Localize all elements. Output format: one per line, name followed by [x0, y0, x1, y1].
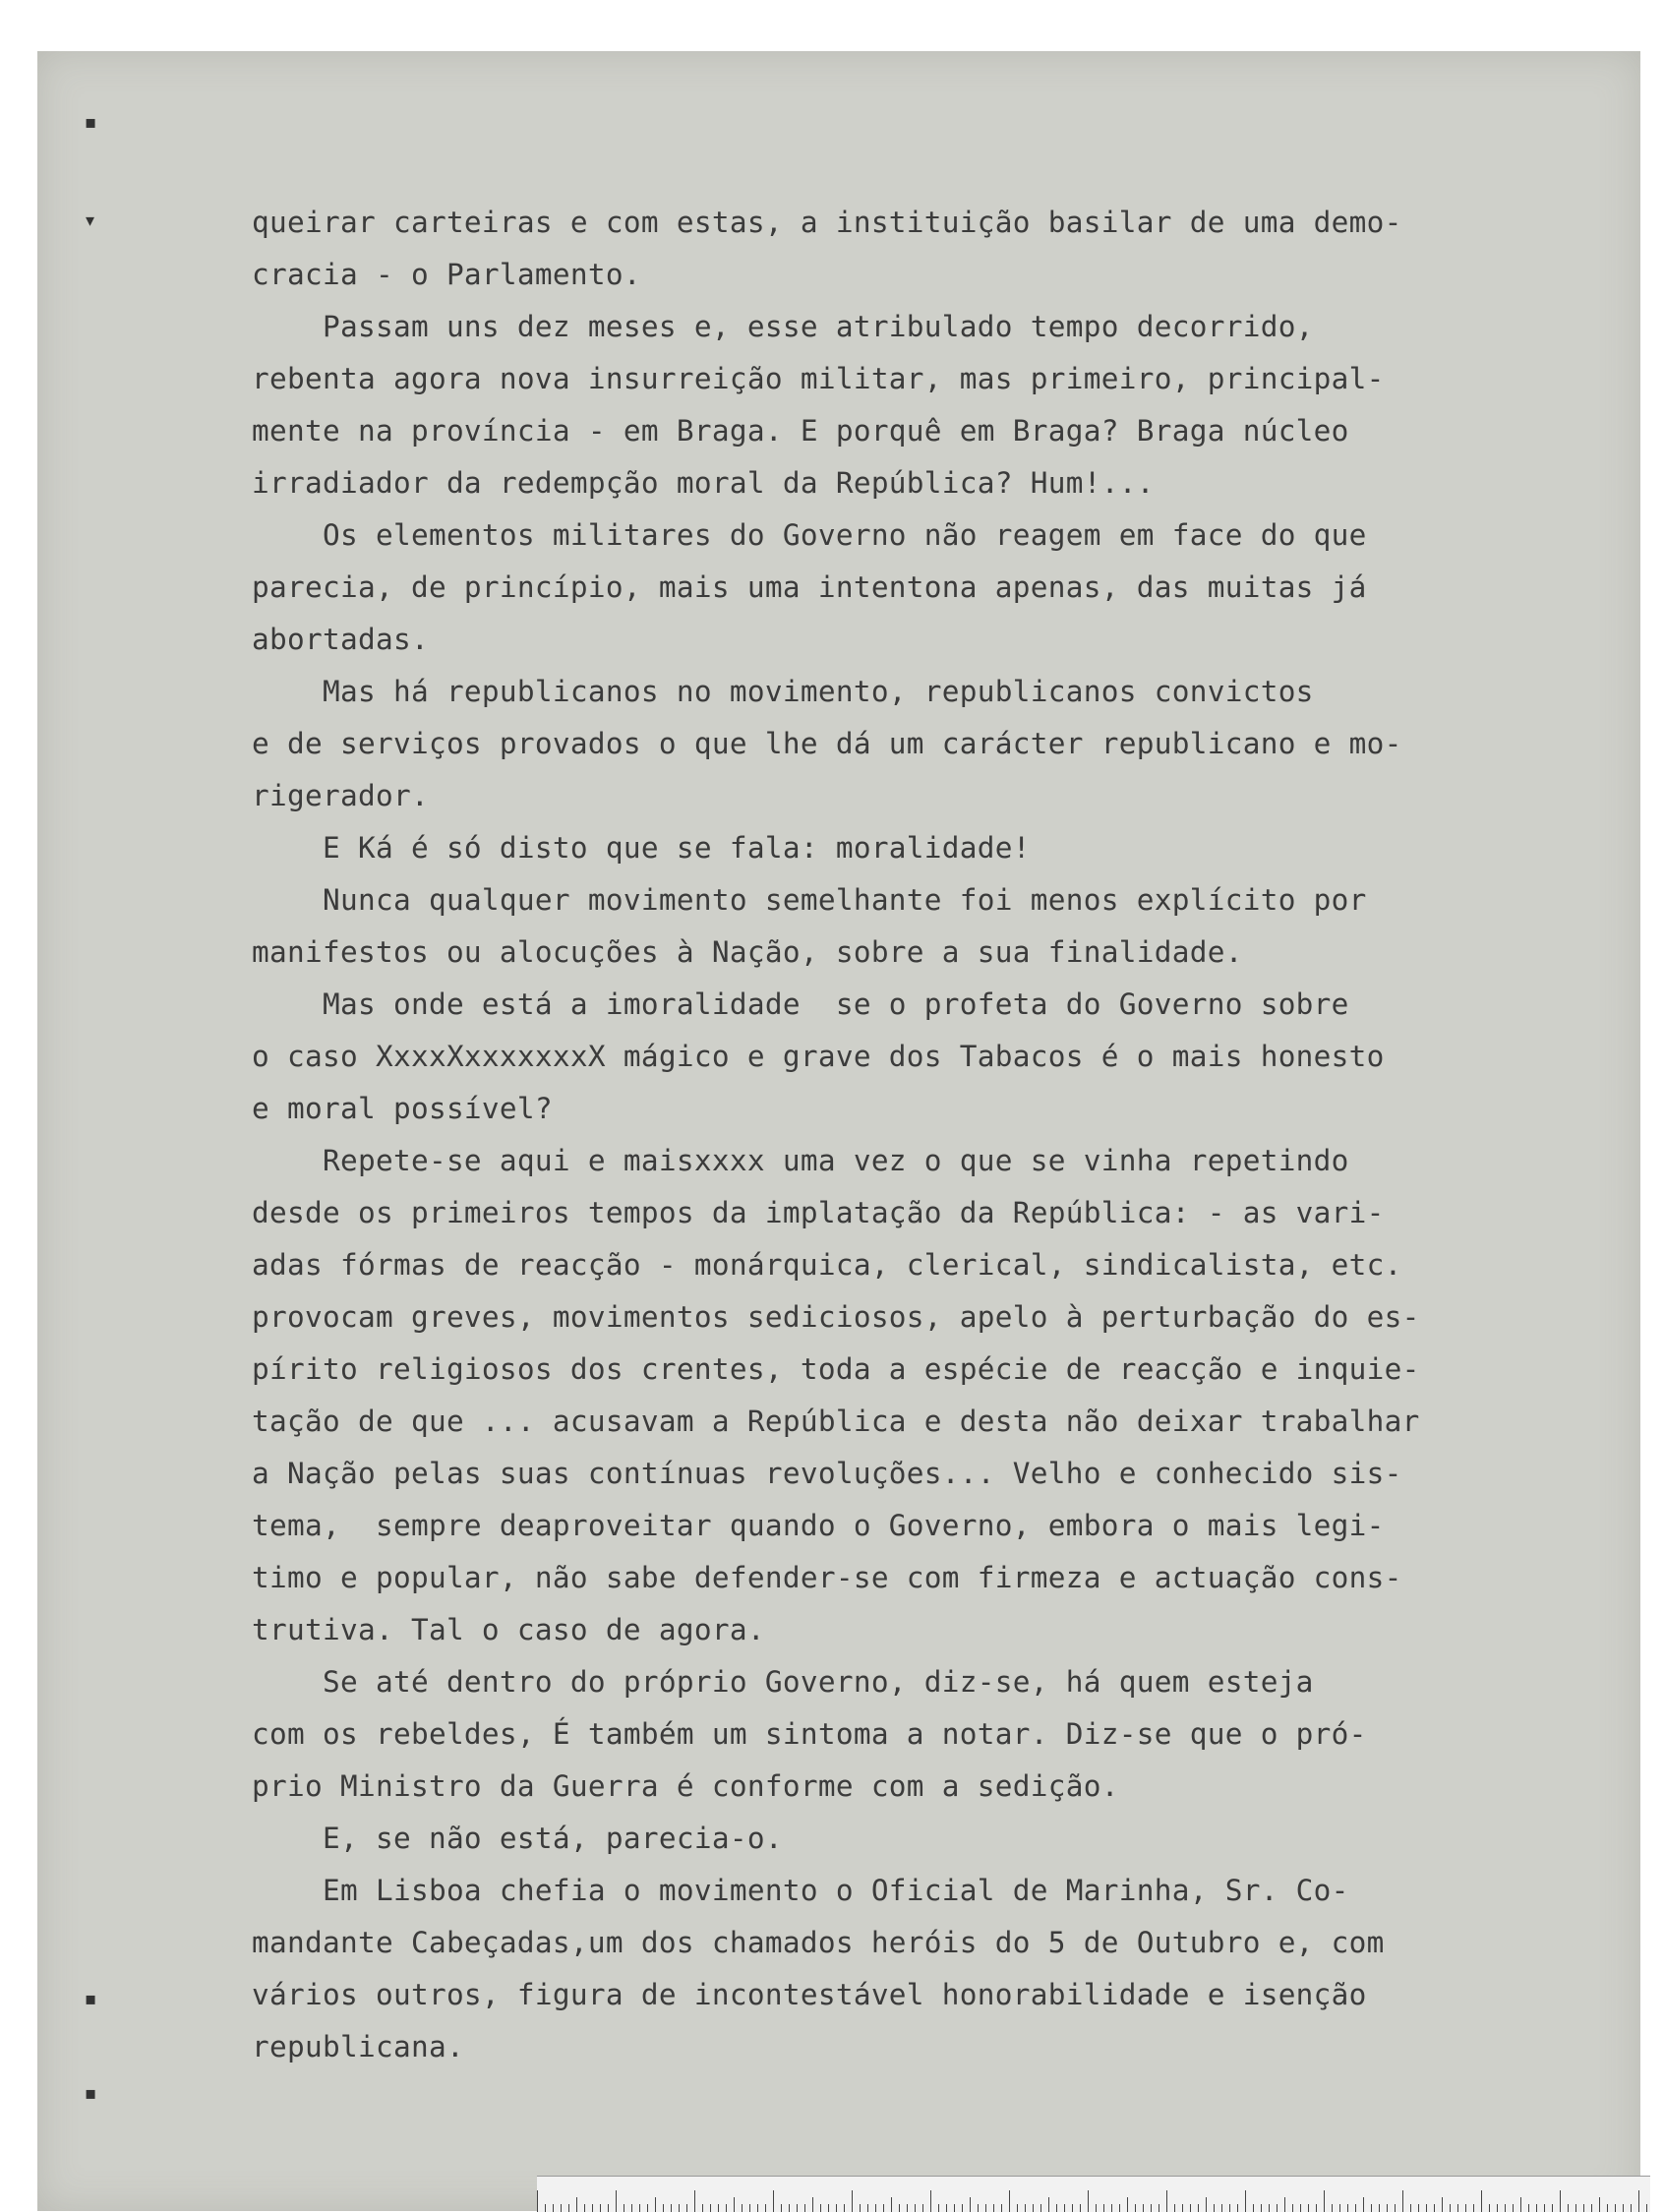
text-line: com os rebeldes, É também um sintoma a notar. Diz-se que o pró- [252, 1717, 1367, 1751]
ruler-tick [1245, 2190, 1246, 2212]
ruler-tick [1166, 2190, 1167, 2212]
text-line: vários outros, figura de incontestável honorabilidade e isenção [252, 1978, 1367, 2011]
ruler-tick [773, 2190, 774, 2212]
text-line: Mas há republicanos no movimento, republicanos convictos [252, 675, 1314, 708]
margin-mark: ▪ [85, 1989, 97, 2009]
ruler-tick [734, 2197, 735, 2212]
text-line: Passam uns dez meses e, esse atribulado tempo decorrido, [252, 310, 1314, 343]
text-line: desde os primeiros tempos da implatação da República: - as vari- [252, 1196, 1385, 1229]
ruler-tick [655, 2197, 656, 2212]
text-line: provocam greves, movimentos sediciosos, apelo à perturbação do es- [252, 1300, 1420, 1334]
text-line: manifestos ou alocuções à Nação, sobre a sua finalidade. [252, 935, 1243, 969]
scale-ruler [537, 2176, 1650, 2212]
ruler-tick [1048, 2197, 1049, 2212]
text-line: tação de que ... acusavam a República e desta não deixar trabalhar [252, 1405, 1420, 1438]
ruler-tick [1560, 2190, 1561, 2212]
text-line: tema, sempre deaproveitar quando o Governo, embora o mais legi- [252, 1509, 1385, 1542]
ruler-tick [694, 2190, 695, 2212]
typed-text-block [252, 197, 1530, 2073]
ruler-tick [616, 2190, 617, 2212]
margin-mark: ▪ [85, 112, 97, 133]
text-line: prio Ministro da Guerra é conforme com a sedição. [252, 1769, 1119, 1803]
ruler-tick [970, 2197, 971, 2212]
text-line: timo e popular, não sabe defender-se com firmeza e actuação cons- [252, 1561, 1402, 1594]
text-line: rigerador. [252, 779, 429, 812]
ruler-tick [1363, 2197, 1364, 2212]
text-line: Em Lisboa chefia o movimento o Oficial de Marinha, Sr. Co- [252, 1874, 1349, 1907]
ruler-tick [1481, 2190, 1482, 2212]
text-line: rebenta agora nova insurreição militar, mas primeiro, principal- [252, 362, 1385, 395]
ruler-tick [1127, 2197, 1128, 2212]
text-line: Mas onde está a imoralidade se o profeta do Governo sobre [252, 987, 1349, 1021]
ruler-tick [852, 2190, 853, 2212]
text-line: mandante Cabeçadas,um dos chamados heróis do 5 de Outubro e, com [252, 1926, 1385, 1959]
ruler-tick [1009, 2190, 1010, 2212]
text-line: parecia, de princípio, mais uma intentona apenas, das muitas já [252, 570, 1367, 604]
ruler-tick [1088, 2190, 1089, 2212]
text-line: E Ká é só disto que se fala: moralidade! [252, 831, 1031, 865]
text-line: Repete-se aqui e maisxxxx uma vez o que se vinha repetindo [252, 1144, 1349, 1177]
ruler-tick [1599, 2197, 1600, 2212]
ruler-tick [1284, 2197, 1285, 2212]
margin-mark: ▾ [86, 210, 95, 231]
text-line: adas fórmas de reacção - monárquica, clerical, sindicalista, etc. [252, 1248, 1402, 1282]
ruler-tick [1324, 2190, 1325, 2212]
ruler-tick [1402, 2190, 1403, 2212]
ruler-tick [930, 2190, 931, 2212]
text-line: Os elementos militares do Governo não reagem em face do que [252, 518, 1367, 552]
text-line: abortadas. [252, 623, 429, 656]
text-line: o caso XxxxXxxxxxxxX mágico e grave dos Tabacos é o mais honesto [252, 1040, 1385, 1073]
text-line: queirar carteiras e com estas, a instituição basilar de uma demo- [252, 206, 1402, 239]
text-line: Nunca qualquer movimento semelhante foi menos explícito por [252, 883, 1367, 917]
text-line: a Nação pelas suas contínuas revoluções... Velho e conhecido sis- [252, 1457, 1402, 1490]
ruler-tick [891, 2197, 892, 2212]
ruler-tick [1638, 2190, 1639, 2212]
ruler-tick [1206, 2197, 1207, 2212]
margin-mark: ▪ [85, 2083, 97, 2104]
text-line: irradiador da redempção moral da República? Hum!... [252, 466, 1155, 500]
text-line: e de serviços provados o que lhe dá um carácter republicano e mo- [252, 727, 1402, 760]
text-line: mente na província - em Braga. E porquê em Braga? Braga núcleo [252, 414, 1349, 448]
text-line: republicana. [252, 2030, 464, 2063]
text-line: E, se não está, parecia-o. [252, 1822, 783, 1855]
text-line: cracia - o Parlamento. [252, 258, 641, 291]
text-line: e moral possível? [252, 1092, 553, 1125]
ruler-tick [537, 2190, 538, 2212]
ruler-tick [1442, 2197, 1443, 2212]
ruler-tick [576, 2197, 577, 2212]
text-line: pírito religiosos dos crentes, toda a espécie de reacção e inquie- [252, 1352, 1420, 1386]
ruler-tick [1520, 2197, 1521, 2212]
ruler-tick [812, 2197, 813, 2212]
text-line: Se até dentro do próprio Governo, diz-se, há quem esteja [252, 1665, 1314, 1699]
text-line: trutiva. Tal o caso de agora. [252, 1613, 765, 1646]
